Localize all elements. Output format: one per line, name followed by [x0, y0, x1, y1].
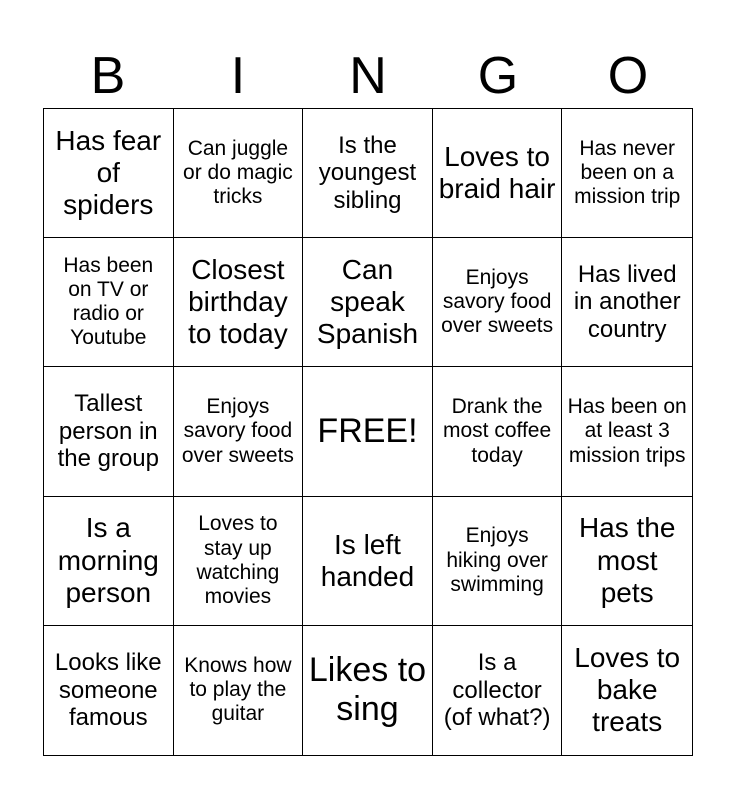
bingo-cell-free[interactable]: FREE!: [303, 367, 433, 496]
bingo-cell-r3-c4[interactable]: Drank the most coffee today: [433, 367, 563, 496]
bingo-cell-r3-c2[interactable]: Enjoys savory food over sweets: [174, 367, 304, 496]
bingo-cell-r5-c1[interactable]: Looks like someone famous: [44, 626, 174, 755]
bingo-cell-r2-c3[interactable]: Can speak Spanish: [303, 238, 433, 367]
bingo-cell-r5-c4[interactable]: Is a collector (of what?): [433, 626, 563, 755]
header-letter-g: G: [477, 47, 519, 105]
bingo-cell-r1-c1[interactable]: Has fear of spiders: [44, 109, 174, 238]
bingo-cell-r1-c4[interactable]: Loves to braid hair: [433, 109, 563, 238]
bingo-cell-r1-c5[interactable]: Has never been on a mission trip: [562, 109, 692, 238]
bingo-board: [43, 108, 693, 756]
bingo-cell-r4-c3[interactable]: Is left handed: [303, 497, 433, 626]
bingo-cell-r2-c2[interactable]: Closest birthday to today: [174, 238, 304, 367]
bingo-cell-r3-c1[interactable]: Tallest person in the group: [44, 367, 174, 496]
bingo-cell-r5-c3[interactable]: Likes to sing: [303, 626, 433, 755]
bingo-cell-r5-c2[interactable]: Knows how to play the guitar: [174, 626, 304, 755]
bingo-cell-r4-c1[interactable]: Is a morning person: [44, 497, 174, 626]
header-letter-b: B: [90, 47, 126, 105]
bingo-cell-r4-c2[interactable]: Loves to stay up watching movies: [174, 497, 304, 626]
bingo-cell-r2-c5[interactable]: Has lived in another country: [562, 238, 692, 367]
bingo-cell-r4-c5[interactable]: Has the most pets: [562, 497, 692, 626]
bingo-cell-r4-c4[interactable]: Enjoys hiking over swimming: [433, 497, 563, 626]
header-letter-n: N: [349, 47, 387, 105]
bingo-header: [43, 44, 693, 108]
bingo-cell-r1-c2[interactable]: Can juggle or do magic tricks: [174, 109, 304, 238]
bingo-cell-r2-c4[interactable]: Enjoys savory food over sweets: [433, 238, 563, 367]
header-letter-i: I: [230, 47, 246, 105]
bingo-cell-r2-c1[interactable]: Has been on TV or radio or Youtube: [44, 238, 174, 367]
bingo-cell-r5-c5[interactable]: Loves to bake treats: [574, 642, 681, 738]
header-letter-o: O: [607, 47, 649, 105]
bingo-cell-r3-c5[interactable]: Has been on at least 3 mission trips: [562, 367, 692, 496]
bingo-cell-r1-c3[interactable]: Is the youngest sibling: [303, 109, 433, 238]
